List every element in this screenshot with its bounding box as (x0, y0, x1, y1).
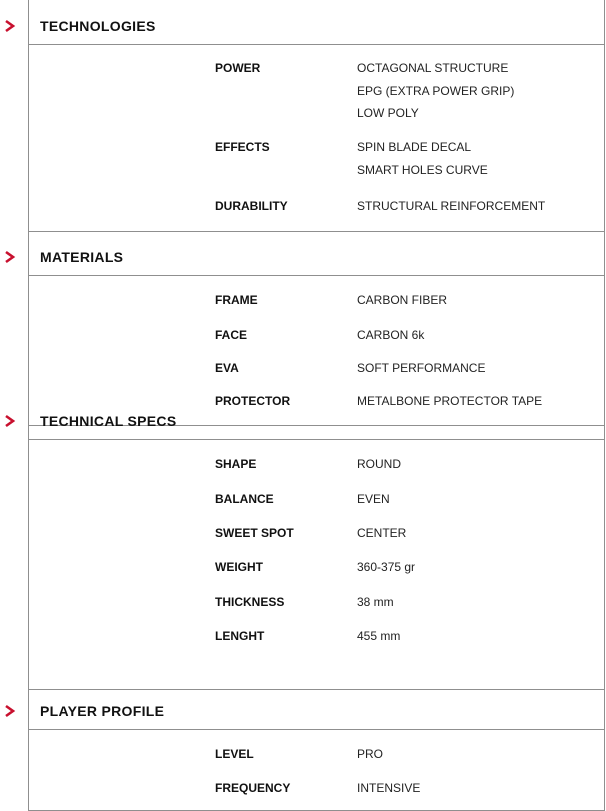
specs-panel (28, 0, 605, 811)
spec-value: PRO (357, 747, 384, 761)
section-title: TECHNOLOGIES (40, 18, 156, 34)
spec-value: CENTER (357, 526, 407, 540)
spec-value: INTENSIVE (357, 781, 421, 795)
spec-value: 38 mm (357, 595, 394, 609)
spec-value: OCTAGONAL STRUCTURE (357, 61, 509, 75)
spec-value: CARBON 6k (357, 328, 425, 342)
spec-label: THICKNESS (215, 595, 285, 609)
chevron-right-icon[interactable] (3, 19, 17, 33)
section-header[interactable] (29, 402, 604, 440)
spec-value: SMART HOLES CURVE (357, 162, 488, 177)
spec-value: EVEN (357, 492, 390, 506)
spec-value: STRUCTURAL REINFORCEMENT (357, 199, 546, 213)
section-title: MATERIALS (40, 249, 124, 265)
spec-value: 455 mm (357, 629, 401, 643)
spec-value: CARBON FIBER (357, 293, 448, 307)
spec-label: SHAPE (215, 457, 257, 471)
chevron-right-icon[interactable] (3, 704, 17, 718)
section-header[interactable] (29, 238, 604, 276)
spec-value: LOW POLY (357, 106, 419, 120)
section-materials (29, 238, 604, 426)
spec-label: SWEET SPOT (215, 526, 294, 540)
spec-label: DURABILITY (215, 199, 288, 213)
section-body (29, 45, 604, 232)
spec-label: EFFECTS (215, 140, 270, 154)
spec-label: FREQUENCY (215, 781, 291, 795)
spec-value: SOFT PERFORMANCE (357, 361, 486, 375)
spec-label: POWER (215, 61, 261, 75)
spec-label: BALANCE (215, 492, 274, 506)
spec-label: FRAME (215, 293, 258, 307)
section-body (29, 730, 604, 811)
section-header[interactable] (29, 7, 604, 45)
section-body (29, 440, 604, 690)
spec-value: 360-375 gr (357, 560, 416, 574)
spec-value: ROUND (357, 457, 401, 471)
spec-label: LEVEL (215, 747, 254, 761)
section-title: PLAYER PROFILE (40, 703, 165, 719)
section-player-profile (29, 692, 604, 811)
spec-label: PROTECTOR (215, 394, 291, 408)
section-title: TECHNICAL SPECS (40, 413, 177, 429)
spec-value: EPG (EXTRA POWER GRIP) (357, 83, 515, 98)
spec-value: SPIN BLADE DECAL (357, 140, 472, 154)
chevron-right-icon[interactable] (3, 414, 17, 428)
section-technologies (29, 7, 604, 232)
spec-value: METALBONE PROTECTOR TAPE (357, 394, 543, 408)
spec-label: FACE (215, 328, 248, 342)
spec-label: WEIGHT (215, 560, 263, 574)
spec-label: LENGHT (215, 629, 265, 643)
chevron-right-icon[interactable] (3, 250, 17, 264)
spec-label: EVA (215, 361, 239, 375)
section-technical-specs (29, 402, 604, 690)
section-header[interactable] (29, 692, 604, 730)
